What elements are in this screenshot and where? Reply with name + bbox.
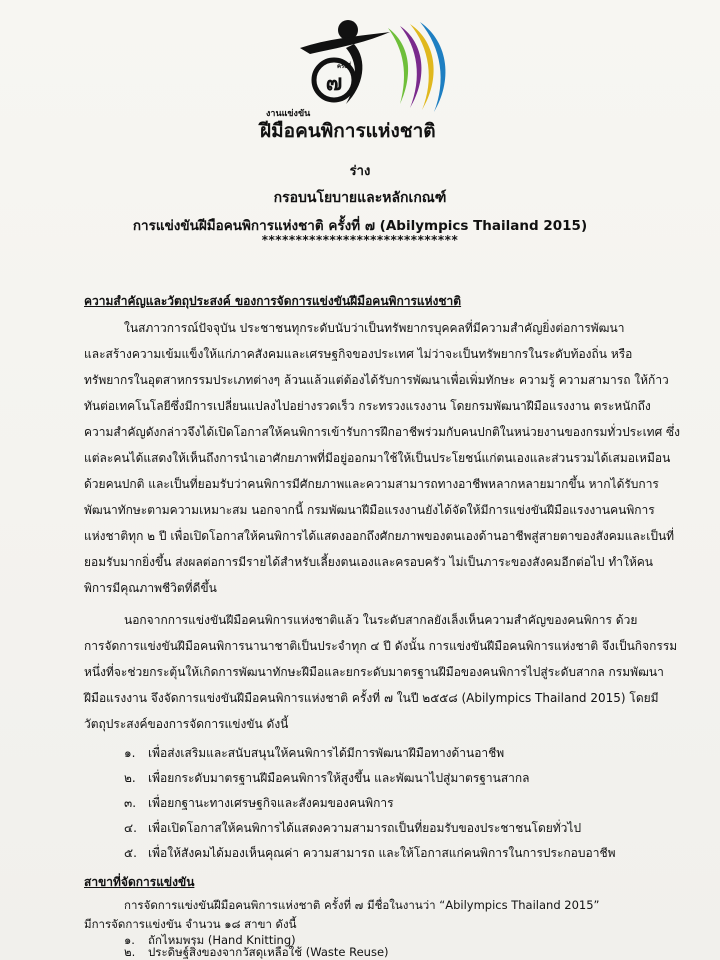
paragraph-line: พิการมีคุณภาพชีวิตที่ดีขึ้น [84, 581, 217, 595]
logo [250, 8, 490, 148]
logo-number: ๗ [325, 71, 343, 96]
paragraph-line: แต่ละคนได้แสดงให้เห็นถึงการนำเอาศักยภาพที่มีอยู่ออกมาใช้ให้เป็นประโยชน์แก่ตนเองและส่วนรวมได้เสมอเหมือน [84, 451, 671, 465]
list-item: เพื่อส่งเสริมและสนับสนุนให้คนพิการได้มีการพัฒนาฝีมือทางด้านอาชีพ [148, 746, 505, 760]
paragraph-line: แห่งชาติทุก ๒ ปี เพื่อเปิดโอกาสให้คนพิการได้แสดงออกถึงศักยภาพของตนเองด้านอาชีพสู่สายตาของสังคมและเป็นที่ [84, 529, 675, 543]
list-item: ประดิษฐ์สิ่งของจากวัสดุเหลือใช้ (Waste Reuse) [148, 945, 389, 959]
section-heading-importance: ความสำคัญและวัตถุประสงค์ ของการจัดการแข่งขันฝีมือคนพิการแห่งชาติ [84, 294, 462, 308]
paragraph-line: ด้วยคนปกติ และเป็นที่ยอมรับว่าคนพิการมีศักยภาพและความสามารถทางอาชีพหลากหลายมากขึ้น หากได้รับการ [84, 477, 659, 491]
logo-org-small: งานแข่งขัน [266, 109, 311, 119]
paragraph-line: วัตถุประสงค์ของการจัดการแข่งขัน ดังนี้ [84, 717, 289, 731]
list-item-number: ๒. [124, 771, 136, 785]
list-item-number: ๒. [124, 945, 136, 959]
paragraph-line: ทันต่อเทคโนโลยีซึ่งมีการเปลี่ยนแปลงไปอย่างรวดเร็ว กระทรวงแรงงาน โดยกรมพัฒนาฝีมือแรงงาน ตระหนักถึง [84, 399, 651, 413]
paragraph-line: การจัดการแข่งขันฝีมือคนพิการแห่งชาติ ครั้งที่ ๗ มีชื่อในงานว่า “Abilympics Thailand 2015” [124, 898, 600, 912]
paragraph-line: ฝีมือแรงงาน จึงจัดการแข่งขันฝีมือคนพิการแห่งชาติ ครั้งที่ ๗ ในปี ๒๕๕๘ (Abilympics Thailand 2015) โดยมี [84, 691, 659, 705]
list-item-number: ๕. [124, 846, 137, 860]
list-item-number: ๑. [124, 746, 136, 760]
list-item: เพื่อเปิดโอกาสให้คนพิการได้แสดงความสามารถเป็นที่ยอมรับของประชาชนโดยทั่วไป [148, 821, 582, 835]
list-item-number: ๑. [124, 933, 135, 947]
paragraph-line: หนึ่งที่จะช่วยกระตุ้นให้เกิดการพัฒนาทักษะฝีมือและยกระดับมาตรฐานฝีมือของคนพิการไปสู่ระดับสากล กรมพัฒนา [84, 665, 664, 679]
list-item: เพื่อยกฐานะทางเศรษฐกิจและสังคมของคนพิการ [148, 796, 394, 810]
list-item: ถักไหมพรม (Hand Knitting) [148, 933, 296, 947]
logo-small-label: ครั้งที่ [336, 63, 352, 70]
list-item-number: ๔. [124, 821, 137, 835]
list-item-number: ๓. [124, 796, 137, 810]
section-heading-branches: สาขาที่จัดการแข่งขัน [84, 875, 195, 889]
paragraph-line: ในสภาวการณ์ปัจจุบัน ประชาชนทุกระดับนับว่าเป็นทรัพยากรบุคคลที่มีความสำคัญยิ่งต่อการพัฒนา [124, 321, 625, 335]
paragraph-line: และสร้างความเข้มแข็งให้แก่ภาคสังคมและเศรษฐกิจของประเทศ ไม่ว่าจะเป็นทรัพยากรในระดับท้องถิ่น หรือ [84, 347, 633, 361]
logo-emblem-icon [250, 8, 490, 118]
list-item: เพื่อให้สังคมได้มองเห็นคุณค่า ความสามารถ และให้โอกาสแก่คนพิการในการประกอบอาชีพ [148, 846, 616, 860]
paragraph-line: การจัดการแข่งขันฝีมือคนพิการนานาชาติเป็นประจำทุก ๔ ปี ดังนั้น การแข่งขันฝีมือคนพิการแห่งชาติ จึงเป็นกิจกรรม [84, 639, 678, 653]
document-subtitle: การแข่งขันฝีมือคนพิการแห่งชาติ ครั้งที่ ๗ (Abilympics Thailand 2015) [132, 218, 588, 234]
logo-org-big: ฝีมือคนพิการแห่งชาติ [260, 120, 436, 142]
separator: ***************************** [261, 233, 459, 247]
paragraph-line: ความสำคัญดังกล่าวจึงได้เปิดโอกาสให้คนพิการเข้ารับการฝึกอาชีพร่วมกับคนปกติในหน่วยงานของกรมทั่วประเทศ ซึ่ง [84, 425, 681, 439]
paragraph-line: มีการจัดการแข่งขัน จำนวน ๑๘ สาขา ดังนี้ [84, 917, 297, 931]
paragraph-line: พัฒนาทักษะตามความเหมาะสม นอกจากนี้ กรมพัฒนาฝีมือแรงงานยังได้จัดให้มีการแข่งขันฝีมือแรงงานคนพิการ [84, 503, 655, 517]
draft-label: ร่าง [349, 164, 371, 179]
list-item: เพื่อยกระดับมาตรฐานฝีมือคนพิการให้สูงขึ้น และพัฒนาไปสู่มาตรฐานสากล [148, 771, 530, 785]
document-title: กรอบนโยบายและหลักเกณฑ์ [273, 190, 447, 206]
paragraph-line: ยอมรับมากยิ่งขึ้น ส่งผลต่อการมีรายได้สำหรับเลี้ยงตนเองและครอบครัว ไม่เป็นภาระของสังคมอีกต่อไป ทำให้คน [84, 555, 653, 569]
paragraph-line: นอกจากการแข่งขันฝีมือคนพิการแห่งชาติแล้ว ในระดับสากลยังเล็งเห็นความสำคัญของคนพิการ ด้วย [124, 613, 638, 627]
paragraph-line: ทรัพยากรในอุตสาหกรรมประเภทต่างๆ ล้วนแล้วแต่ต้องได้รับการพัฒนาเพื่อเพิ่มทักษะ ความรู้ ความสามารถ ให้ก้าว [84, 373, 669, 387]
